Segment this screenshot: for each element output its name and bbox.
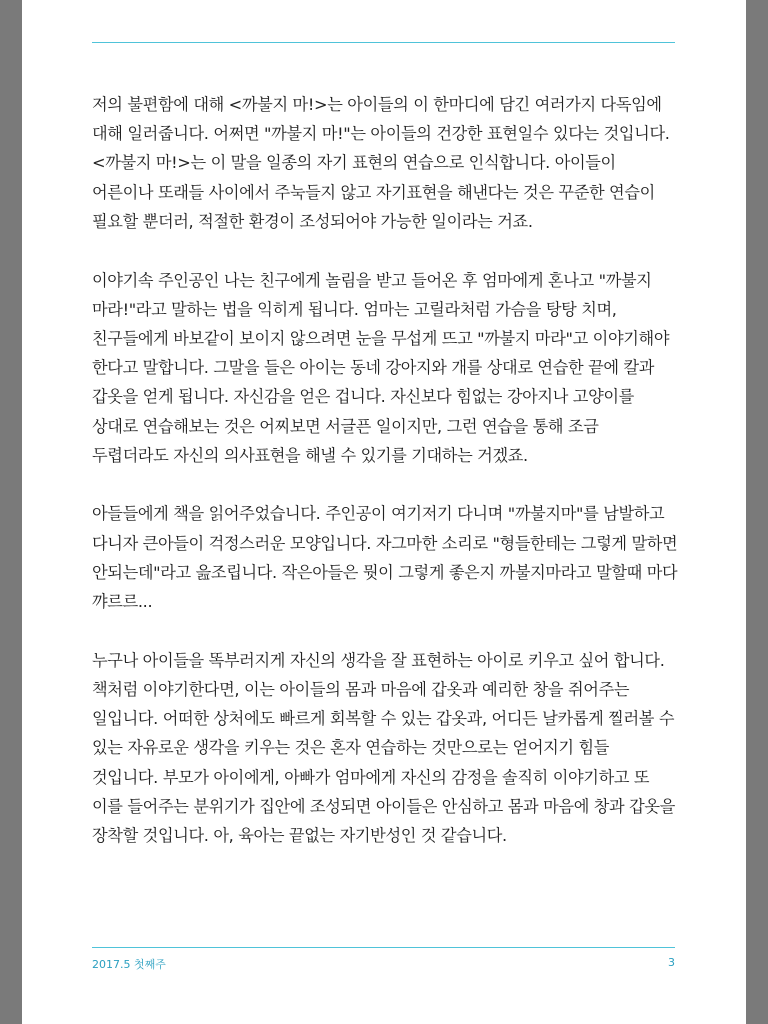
document-page: [22, 0, 746, 1024]
article-body: [92, 90, 678, 880]
footer-rule: [92, 947, 675, 948]
header-rule: [92, 42, 675, 43]
paragraph-3: 아들들에게 책을 읽어주었습니다. 주인공이 여기저기 다니며 "까불지마"를 남발하고 다니자 큰아들이 걱정스러운 모양입니다. 자그마한 소리로 "형들한테는 그렇게 말하면 안되는데"라고 읊조립니다. 작은아들은 뭣이 그렇게 좋은지 까불지마라고 말할때 마다 꺄르르...: [92, 504, 678, 612]
paragraph-2: 이야기속 주인공인 나는 친구에게 놀림을 받고 들어온 후 엄마에게 혼나고 "까불지 마라!"라고 말하는 법을 익히게 됩니다. 엄마는 고릴라처럼 가슴을 탕탕 치며, 친구들에게 바보같이 보이지 않으려면 눈을 무섭게 뜨고 "까불지 마라"고 이야기해야 한다고 말합니다. 그말을 들은 아이는 동네 강아지와 개를 상대로 연습한 끝에 칼과 갑옷을 얻게 됩니다. 자신감을 얻은 겁니다. 자신보다 힘없는 강아지나 고양이를 상대로 연습해보는 것은 어찌보면 서글픈 일이지만, 그런 연습을 통해 조금 두렵더라도 자신의 의사표현을 해낼 수 있기를 기대하는 거겠죠.: [92, 270, 670, 465]
paragraph-1: 저의 불편함에 대해 <까불지 마!>는 아이들의 이 한마디에 담긴 여러가지 다독임에 대해 일러줍니다. 어쩌면 "까불지 마!"는 아이들의 건강한 표현일수 있다는 것입니다. <까불지 마!>는 이 말을 일종의 자기 표현의 연습으로 인식합니다. 아이들이 어른이나 또래들 사이에서 주눅들지 않고 자기표현을 해낸다는 것은 꾸준한 연습이 필요할 뿐더러, 적절한 환경이 조성되어야 가능한 일이라는 거죠.: [92, 95, 670, 231]
footer-issue-date: 2017.5 첫째주: [92, 958, 166, 971]
paragraph-4: 누구나 아이들을 똑부러지게 자신의 생각을 잘 표현하는 아이로 키우고 싶어 합니다. 책처럼 이야기한다면, 이는 아이들의 몸과 마음에 갑옷과 예리한 창을 쥐어주는 일입니다. 어떠한 상처에도 빠르게 회복할 수 있는 갑옷과, 어디든 날카롭게 찔러볼 수 있는 자유로운 생각을 키우는 것은 혼자 연습하는 것만으로는 얻어지기 힘들 것입니다. 부모가 아이에게, 아빠가 엄마에게 자신의 감정을 솔직히 이야기하고 또 이를 들어주는 분위기가 집안에 조성되면 아이들은 안심하고 몸과 마음에 창과 갑옷을 장착할 것입니다. 아, 육아는 끝없는 자기반성인 것 같습니다.: [92, 650, 676, 845]
page-number: 3: [668, 956, 675, 969]
